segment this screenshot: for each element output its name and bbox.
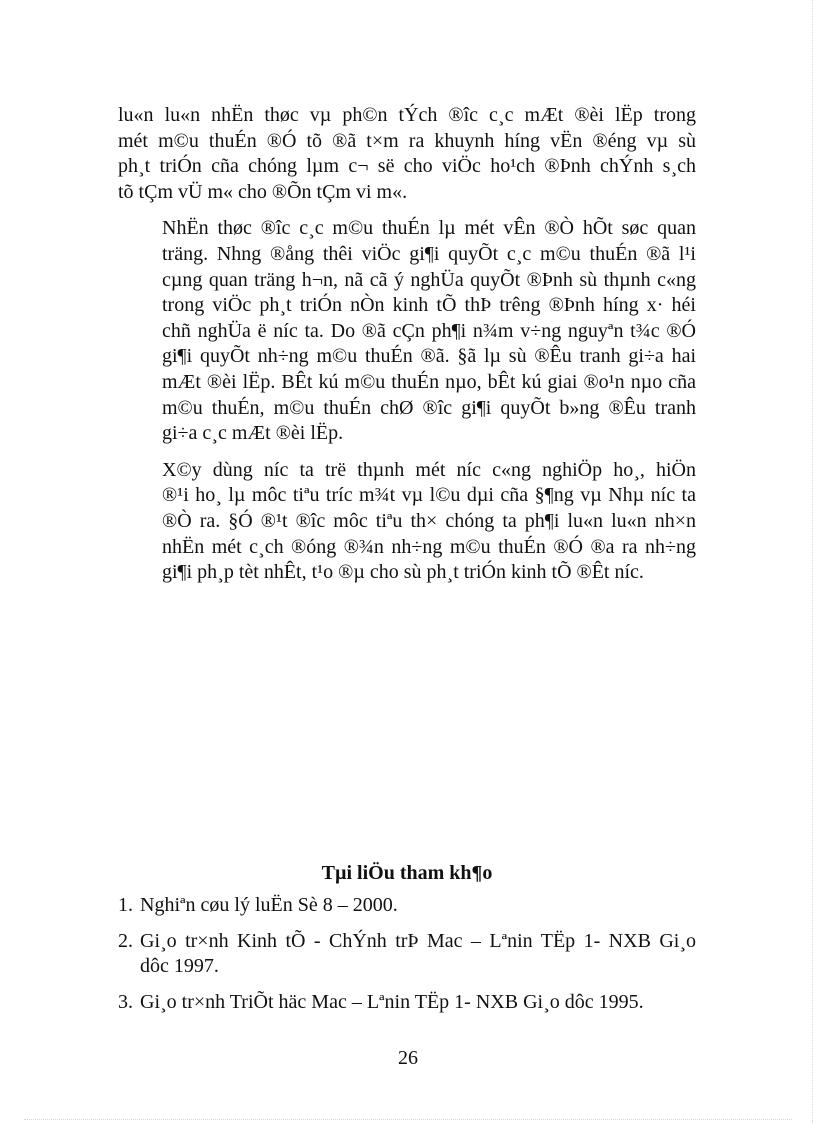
text-line: m©u thuÉn, m©u thuÉn chØ ®îc gi¶i quyÕt b»ng ®Êu tranh bbox=[162, 396, 696, 419]
reference-item bbox=[118, 929, 696, 980]
reference-item bbox=[118, 893, 696, 919]
text-line: träng. Nhng ®ång thêi viÖc gi¶i quyÕt c¸c m©u thuÉn ®ã l¹i bbox=[162, 242, 696, 265]
paragraph-1 bbox=[118, 103, 696, 205]
text-line: X©y dùng níc ta trë thµnh mét níc c«ng nghiÖp ho¸, hiÖn bbox=[162, 458, 696, 481]
reference-text bbox=[140, 893, 696, 919]
text-line: ®Ò ra. §Ó ®¹t ®îc môc tiªu th× chóng ta ph¶i lu«n lu«n nh×n bbox=[162, 509, 696, 532]
reference-line: Gi¸o tr×nh Kinh tÕ - ChÝnh trÞ Mac – Lªnin TËp 1- NXB Gi¸o bbox=[140, 929, 696, 952]
reference-text bbox=[140, 990, 696, 1016]
references-heading: Tµi liÖu tham kh¶o bbox=[321, 862, 493, 884]
page-number: 26 bbox=[398, 1047, 418, 1069]
side-divider bbox=[812, 0, 813, 1123]
text-line: tõ tÇm vÜ m« cho ®Õn tÇm vi m«. bbox=[118, 180, 408, 203]
reference-line: Nghiªn cøu lý luËn Sè 8 – 2000. bbox=[140, 894, 398, 916]
text-line: gi¶i ph¸p tèt nhÊt, t¹o ®µ cho sù ph¸t triÓn kinh tÕ ®Êt níc. bbox=[162, 561, 644, 584]
paragraph-2 bbox=[118, 216, 696, 446]
reference-item bbox=[118, 990, 696, 1016]
paragraph-3 bbox=[118, 458, 696, 586]
reference-line: Gi¸o tr×nh TriÕt häc Mac – Lªnin TËp 1- NXB Gi¸o dôc 1995. bbox=[140, 990, 644, 1013]
text-line: gi÷a c¸c mÆt ®èi lËp. bbox=[162, 422, 344, 445]
references-list bbox=[118, 893, 696, 1025]
footer-divider bbox=[24, 1119, 792, 1120]
reference-line: dôc 1997. bbox=[140, 955, 219, 978]
text-line: trong viÖc ph¸t triÓn nÒn kinh tÕ thÞ trêng ®Þnh híng x· héi bbox=[162, 294, 696, 317]
text-line: ph¸t triÓn cña chóng lµm c¬ së cho viÖc ho¹ch ®Þnh chÝnh s¸ch bbox=[118, 155, 696, 178]
reference-number: 3. bbox=[118, 990, 133, 1013]
text-line: cµng quan träng h¬n, nã cã ý nghÜa quyÕt ®Þnh sù thµnh c«ng bbox=[162, 268, 696, 291]
reference-number: 1. bbox=[118, 894, 133, 916]
reference-number: 2. bbox=[118, 929, 133, 952]
text-line: gi¶i quyÕt nh÷ng m©u thuÉn ®ã. §ã lµ sù ®Êu tranh gi÷a hai bbox=[162, 345, 696, 368]
body-text bbox=[118, 103, 696, 597]
text-line: nhËn mét c¸ch ®óng ®¾n nh÷ng m©u thuÉn ®Ó ®a ra nh÷ng bbox=[162, 535, 696, 558]
text-line: NhËn thøc ®îc c¸c m©u thuÉn lµ mét vÊn ®Ò hÕt søc quan bbox=[162, 217, 696, 240]
reference-text bbox=[140, 929, 696, 980]
text-line: mÆt ®èi lËp. BÊt kú m©u thuÉn nµo, bÊt kú giai ®o¹n nµo cña bbox=[162, 370, 696, 393]
text-line: lu«n lu«n nhËn thøc vµ ph©n tÝch ®îc c¸c mÆt ®èi lËp trong bbox=[118, 104, 696, 126]
text-line: ®¹i ho¸ lµ môc tiªu tríc m¾t vµ l©u dµi cña §¶ng vµ Nhµ níc ta bbox=[162, 484, 696, 507]
text-line: chñ nghÜa ë níc ta. Do ®ã cÇn ph¶i n¾m v÷ng nguyªn t¾c ®Ó bbox=[162, 319, 696, 342]
text-line: mét m©u thuÉn ®Ó tõ ®ã t×m ra khuynh híng vËn ®éng vµ sù bbox=[118, 129, 696, 152]
